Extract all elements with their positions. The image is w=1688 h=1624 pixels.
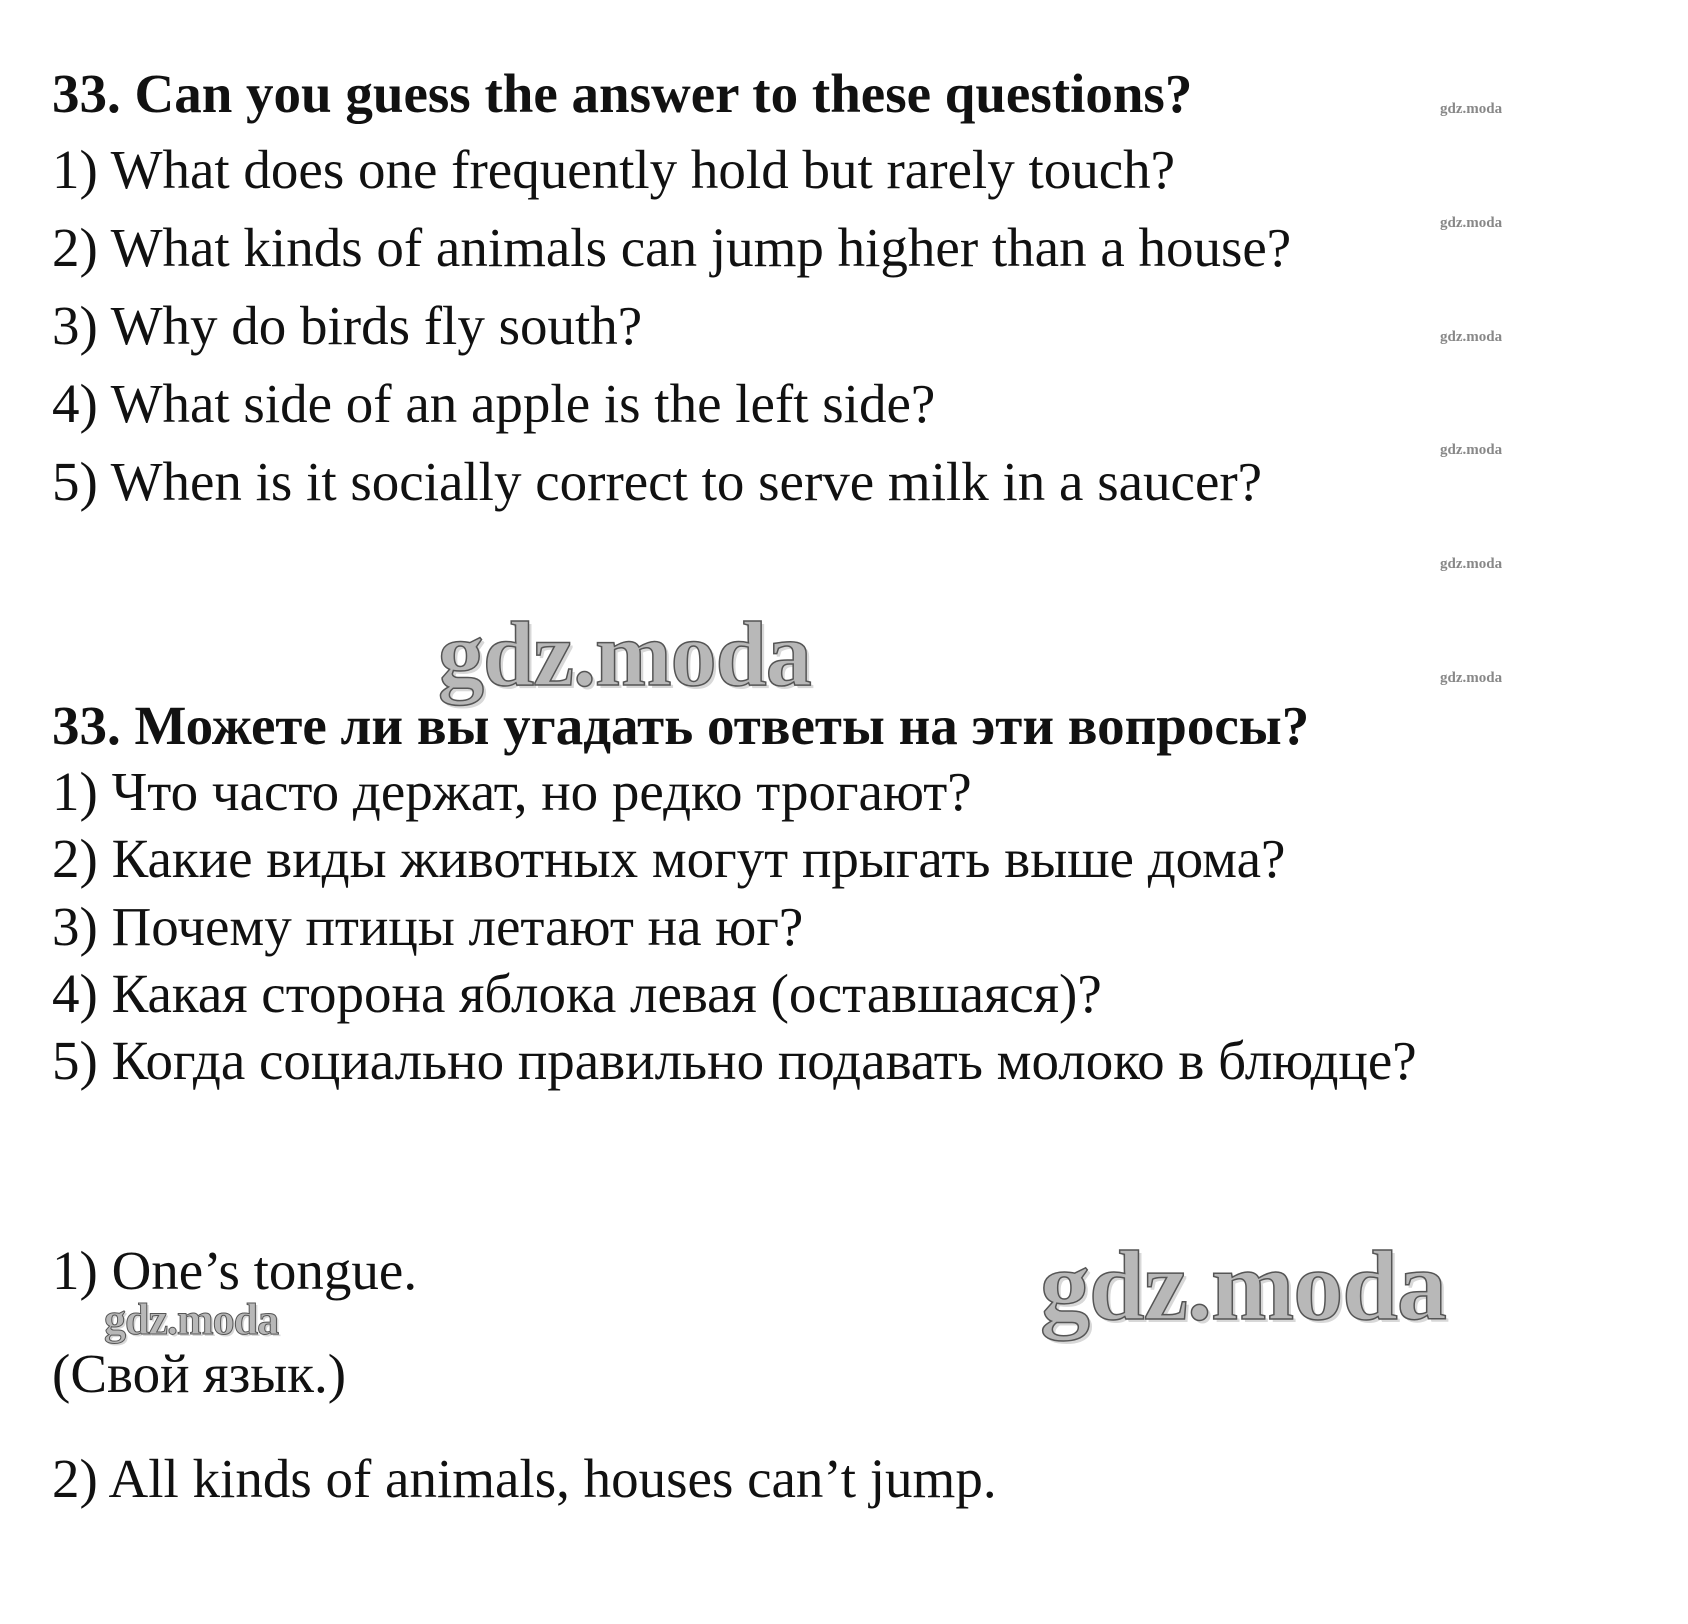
- russian-question-4: 4) Какая сторона яблока левая (оставшаяся)?: [52, 963, 1102, 1024]
- watermark-large-middle: gdz.moda: [438, 603, 811, 705]
- english-heading: 33. Can you guess the answer to these questions?: [52, 63, 1193, 124]
- watermark-small-2: gdz.moda: [1440, 215, 1503, 231]
- answer-1-translation: (Свой язык.): [52, 1343, 347, 1404]
- russian-question-1: 1) Что часто держат, но редко трогают?: [52, 761, 972, 822]
- answer-2: 2) All kinds of animals, houses can’t jump.: [52, 1448, 997, 1509]
- russian-question-2: 2) Какие виды животных могут прыгать выше дома?: [52, 828, 1286, 889]
- english-question-5: 5) When is it socially correct to serve milk in a saucer?: [52, 451, 1263, 512]
- answer-1: 1) One’s tongue.: [52, 1240, 418, 1301]
- english-question-3: 3) Why do birds fly south?: [52, 295, 643, 356]
- watermark-small-3: gdz.moda: [1440, 329, 1503, 345]
- watermark-large-answer: gdz.moda: [104, 1295, 279, 1344]
- watermark-small-6: gdz.moda: [1440, 670, 1503, 686]
- watermark-small-5: gdz.moda: [1440, 556, 1503, 572]
- russian-heading: 33. Можете ли вы угадать ответы на эти вопросы?: [52, 695, 1310, 756]
- english-question-2: 2) What kinds of animals can jump higher than a house?: [52, 217, 1292, 278]
- russian-question-5: 5) Когда социально правильно подавать молоко в блюдце?: [52, 1030, 1417, 1091]
- russian-question-3: 3) Почему птицы летают на юг?: [52, 896, 804, 957]
- watermark-small-1: gdz.moda: [1440, 101, 1503, 117]
- english-question-4: 4) What side of an apple is the left side?: [52, 373, 936, 434]
- watermark-large-right: gdz.moda: [1040, 1230, 1446, 1341]
- english-question-1: 1) What does one frequently hold but rarely touch?: [52, 139, 1176, 200]
- watermark-small-4: gdz.moda: [1440, 442, 1503, 458]
